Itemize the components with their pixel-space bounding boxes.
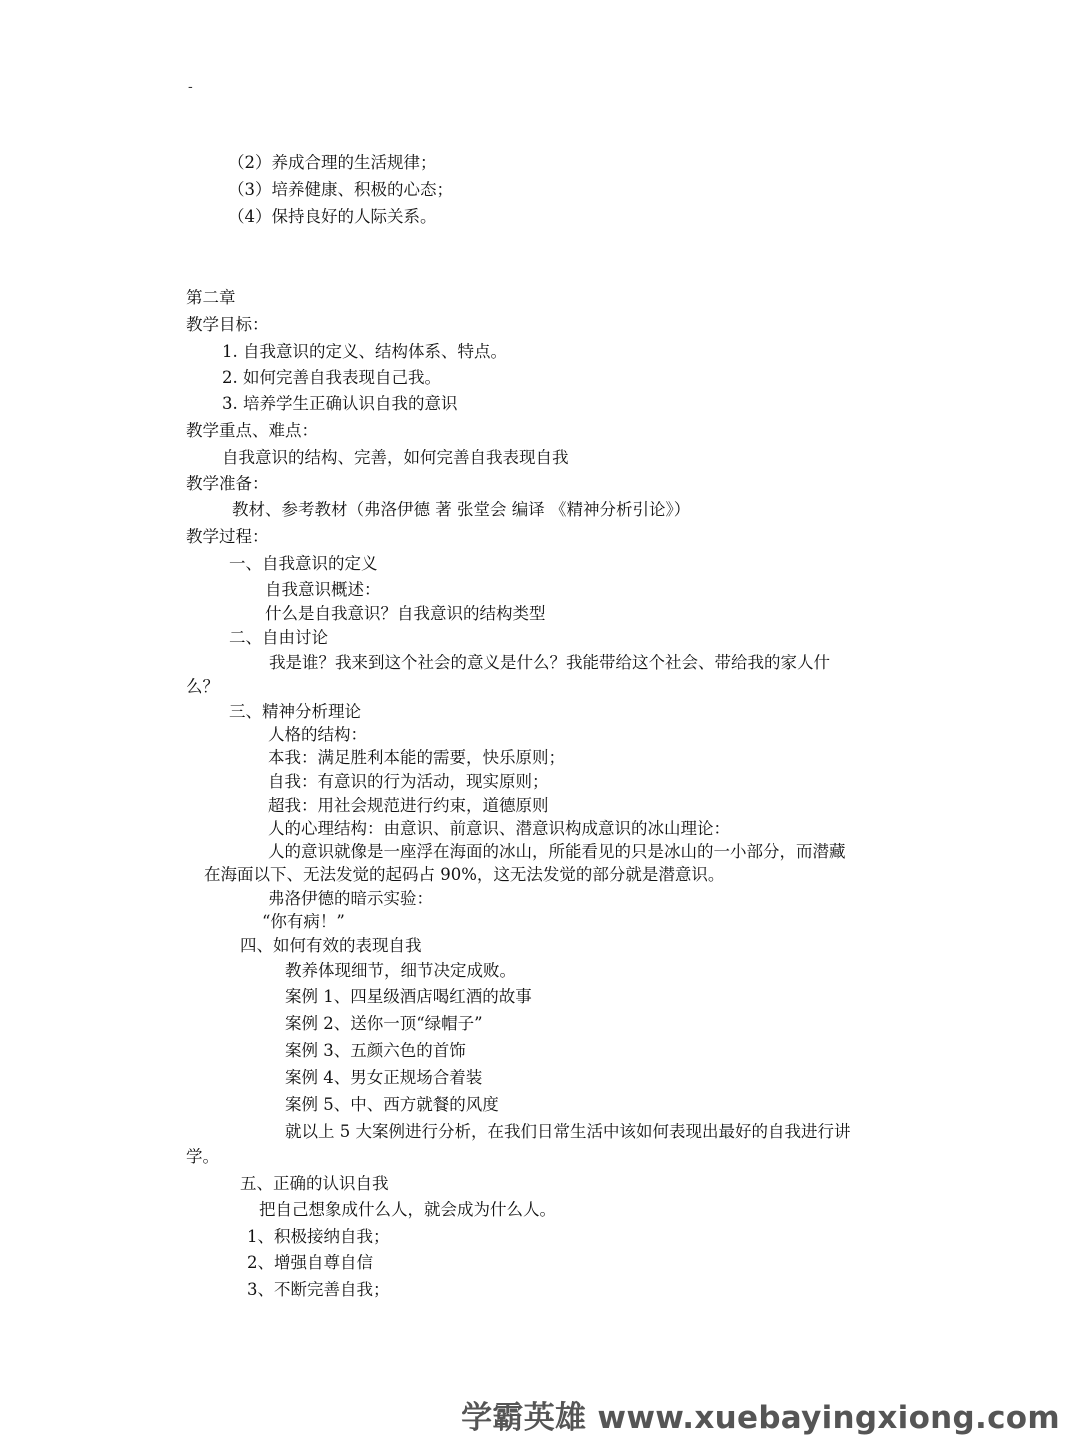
list-item: 案例 2、送你一顶“绿帽子” <box>285 1014 483 1033</box>
paragraph: 人的心理结构：由意识、前意识、潜意识构成意识的冰山理论： <box>268 819 730 838</box>
paragraph: 把自己想象成什么人，就会成为什么人。 <box>259 1200 556 1219</box>
paragraph: 人格的结构： <box>268 725 367 744</box>
list-item: （3）培养健康、积极的心态； <box>228 180 453 199</box>
quote: “你有病！” <box>262 912 345 931</box>
paragraph: 自我：有意识的行为活动，现实原则； <box>268 772 549 791</box>
list-item: （2）养成合理的生活规律； <box>228 153 437 172</box>
page-header-dash: - <box>188 79 193 95</box>
list-item: 案例 1、四星级酒店喝红酒的故事 <box>285 987 532 1006</box>
section-heading: 四、如何有效的表现自我 <box>240 936 422 955</box>
paragraph: 教材、参考教材（弗洛伊德 著 张堂会 编译 《精神分析引论》） <box>232 500 691 519</box>
prep-heading: 教学准备： <box>186 474 269 493</box>
section-heading: 二、自由讨论 <box>229 628 328 647</box>
paragraph: 学。 <box>186 1147 219 1166</box>
paragraph: 自我意识概述： <box>265 580 381 599</box>
list-item: 案例 5、中、西方就餐的风度 <box>285 1095 499 1114</box>
list-item: 案例 3、五颜六色的首饰 <box>285 1041 466 1060</box>
paragraph: 本我：满足胜利本能的需要，快乐原则； <box>268 748 565 767</box>
paragraph: 在海面以下、无法发觉的起码占 90%，这无法发觉的部分就是潜意识。 <box>204 865 725 884</box>
paragraph: 超我：用社会规范进行约束，道德原则 <box>268 796 549 815</box>
paragraph: 人的意识就像是一座浮在海面的冰山，所能看见的只是冰山的一小部分，而潜藏 <box>268 842 846 861</box>
section-heading: 三、精神分析理论 <box>229 702 361 721</box>
paragraph: 我是谁？我来到这个社会的意义是什么？我能带给这个社会、带给我的家人什 <box>269 653 830 672</box>
list-item: 1、积极接纳自我； <box>247 1227 390 1246</box>
paragraph: 弗洛伊德的暗示实验： <box>268 889 433 908</box>
watermark-link[interactable]: 学霸英雄 www.xuebayingxiong.com <box>461 1400 1060 1436</box>
list-item: 案例 4、男女正规场合着装 <box>285 1068 483 1087</box>
list-item: 1. 自我意识的定义、结构体系、特点。 <box>222 342 507 361</box>
paragraph: 就以上 5 大案例进行分析，在我们日常生活中该如何表现出最好的自我进行讲 <box>285 1122 851 1141</box>
paragraph: 教养体现细节，细节决定成败。 <box>285 961 516 980</box>
focus-heading: 教学重点、难点： <box>186 421 318 440</box>
paragraph: 什么是自我意识？自我意识的结构类型 <box>265 604 546 623</box>
list-item: （4）保持良好的人际关系。 <box>228 207 437 226</box>
list-item: 2、增强自尊自信 <box>247 1253 373 1272</box>
chapter-title: 第二章 <box>186 288 236 307</box>
list-item: 3、不断完善自我； <box>247 1280 390 1299</box>
section-heading: 一、自我意识的定义 <box>229 554 378 573</box>
section-heading: 五、正确的认识自我 <box>240 1174 389 1193</box>
paragraph: 么？ <box>186 677 219 696</box>
process-heading: 教学过程： <box>186 527 269 546</box>
goals-heading: 教学目标： <box>186 315 269 334</box>
list-item: 2. 如何完善自我表现自己我。 <box>222 368 441 387</box>
paragraph: 自我意识的结构、完善，如何完善自我表现自我 <box>222 448 569 467</box>
list-item: 3. 培养学生正确认识自我的意识 <box>222 394 458 413</box>
